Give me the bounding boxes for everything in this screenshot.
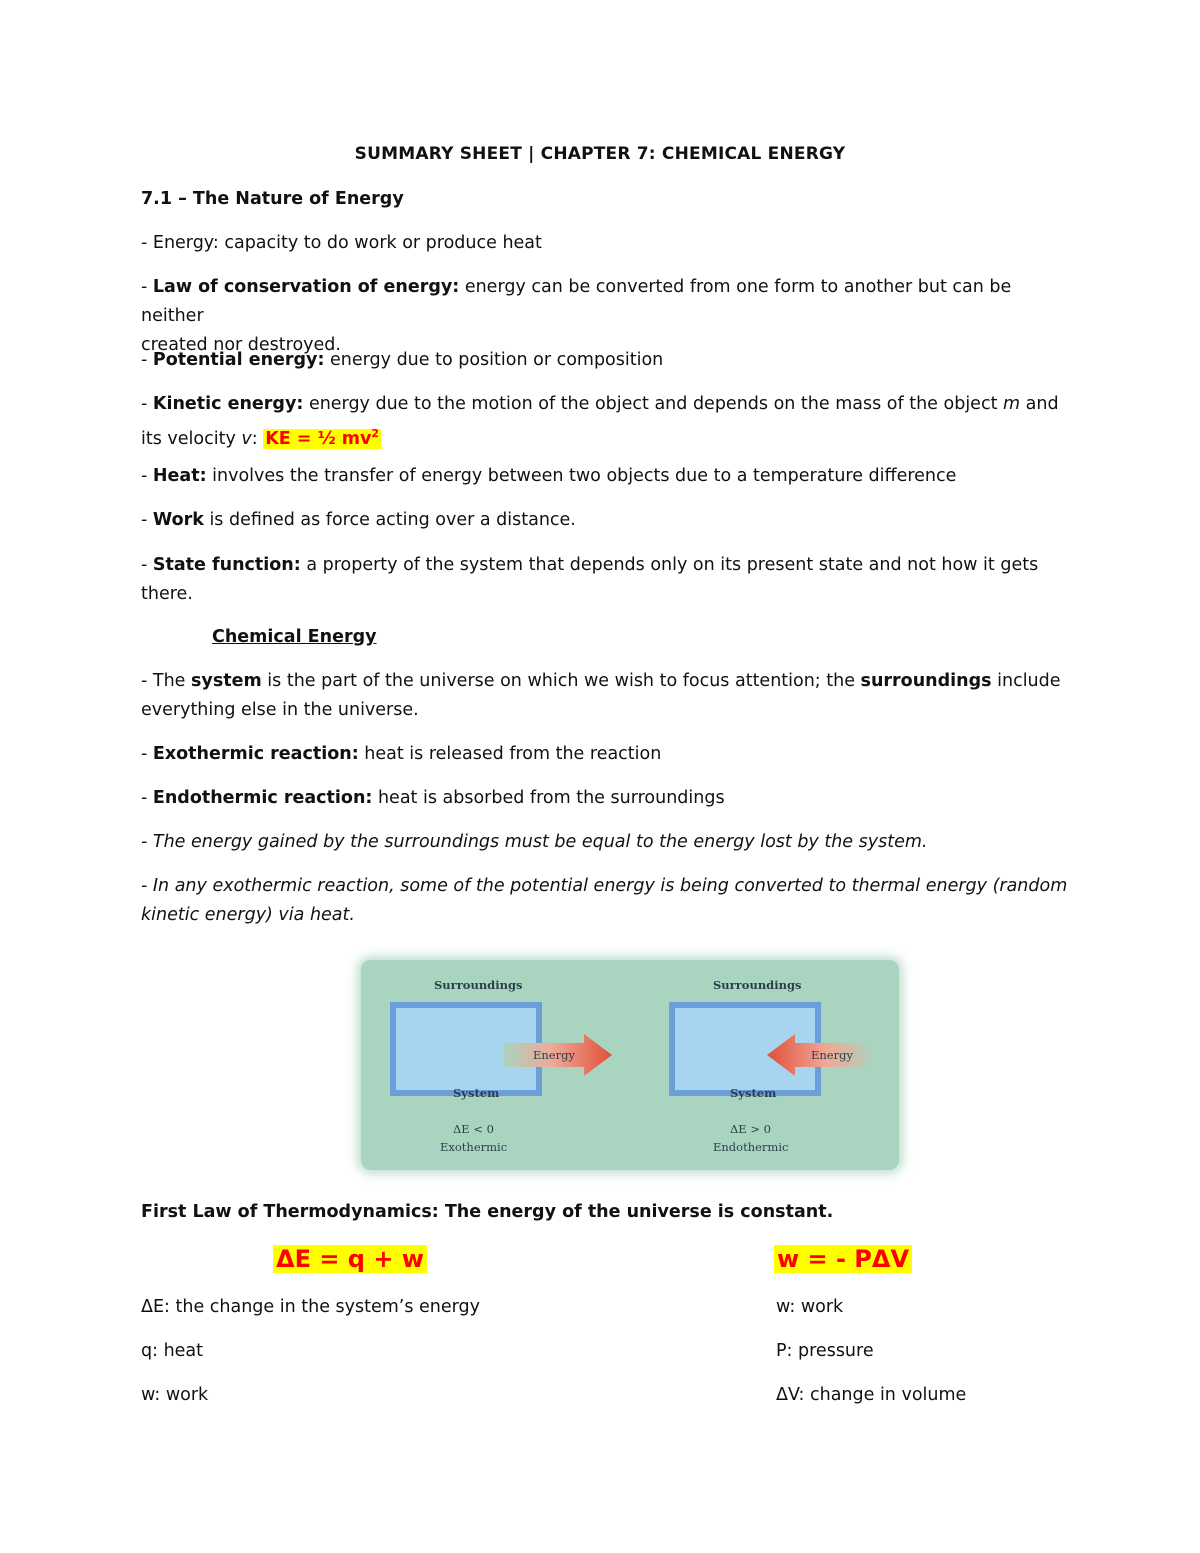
page-title: SUMMARY SHEET | CHAPTER 7: CHEMICAL ENERGY	[354, 144, 846, 164]
definition-text: its velocity	[141, 428, 242, 449]
var-pressure: P: pressure	[776, 1341, 874, 1361]
right-system-label: System	[730, 1086, 777, 1100]
var-w: w: work	[141, 1385, 209, 1405]
first-law-statement: First Law of Thermodynamics: The energy of the universe is constant.	[141, 1202, 834, 1222]
bullet-dash: -	[141, 277, 153, 297]
right-arrow-label: Energy	[811, 1048, 853, 1062]
bullet-dash: -	[141, 555, 153, 575]
left-system-label: System	[453, 1086, 500, 1100]
left-surroundings-label: Surroundings	[434, 978, 523, 992]
bullet-dash: -	[141, 744, 153, 764]
energy-change-equation	[273, 1245, 427, 1273]
definition-text: and	[1020, 394, 1059, 414]
term: Heat:	[152, 466, 207, 486]
text: The	[152, 671, 192, 691]
system-definition	[141, 667, 1071, 725]
bullet-dash: -	[141, 832, 153, 852]
term: Law of conservation of energy:	[152, 277, 460, 297]
right-reaction-type: Endothermic	[713, 1140, 789, 1154]
definition-text: involves the transfer of energy between two objects due to a temperature difference	[206, 466, 957, 486]
equation-highlight: w = - PΔV	[774, 1245, 912, 1273]
text: include	[991, 671, 1061, 691]
text-cont: everything else in the universe.	[141, 700, 419, 720]
work-equation	[774, 1245, 912, 1273]
definition-text: energy can be converted from one form to another but can be neither	[141, 277, 1012, 326]
term-system: system	[191, 671, 262, 691]
right-surroundings-label: Surroundings	[713, 978, 802, 992]
formula-superscript: 2	[371, 427, 380, 440]
var-delta-v: ΔV: change in volume	[776, 1385, 967, 1405]
note-text: In any exothermic reaction, some of the potential energy is being converted to thermal energy (random	[152, 876, 1068, 896]
equation-highlight: ΔE = q + w	[273, 1245, 427, 1273]
section-heading: 7.1 – The Nature of Energy	[141, 189, 404, 209]
chemical-energy-heading: Chemical Energy	[212, 627, 377, 647]
definition-text: heat is absorbed from the surroundings	[372, 788, 725, 808]
state-function	[141, 551, 1071, 609]
bullet-dash: -	[141, 394, 153, 414]
energy-definition	[141, 229, 1071, 258]
term: Potential energy:	[152, 350, 325, 370]
endothermic-definition	[141, 784, 1071, 813]
bullet-dash: -	[141, 876, 153, 896]
energy-balance-note	[141, 828, 1071, 857]
note-text-cont: kinetic energy) via heat.	[141, 905, 355, 925]
bullet-dash: -	[141, 788, 153, 808]
term: State function:	[152, 555, 301, 575]
potential-energy	[141, 346, 1071, 375]
mass-variable: m	[1003, 394, 1021, 414]
var-q: q: heat	[141, 1341, 204, 1361]
note-text: The energy gained by the surroundings must be equal to the energy lost by the system.	[152, 832, 928, 852]
term: Work	[152, 510, 204, 530]
term: Exothermic reaction:	[152, 744, 359, 764]
bullet-dash: -	[141, 671, 153, 691]
right-delta-e: ΔE > 0	[730, 1122, 771, 1136]
work-definition	[141, 506, 1071, 535]
definition-text: energy due to the motion of the object and depends on the mass of the object	[303, 394, 1003, 414]
bullet-dash: -	[141, 233, 153, 253]
left-delta-e: ΔE < 0	[453, 1122, 494, 1136]
bullet-dash: -	[141, 350, 153, 370]
var-work: w: work	[776, 1297, 844, 1317]
exothermic-definition	[141, 740, 1071, 769]
kinetic-energy-formula	[263, 429, 381, 449]
definition-text-cont: there.	[141, 584, 193, 604]
definition-text: heat is released from the reaction	[358, 744, 662, 764]
var-delta-e: ΔE: the change in the system’s energy	[141, 1297, 481, 1317]
bullet-dash: -	[141, 510, 153, 530]
kinetic-energy	[141, 390, 1071, 454]
left-reaction-type: Exothermic	[440, 1140, 508, 1154]
exothermic-note	[141, 872, 1071, 930]
definition-text: :	[251, 428, 264, 449]
definition-text: Energy: capacity to do work or produce heat	[152, 233, 542, 253]
bullet-dash: -	[141, 466, 153, 486]
definition-text-cont: created nor destroyed.	[141, 335, 341, 355]
definition-text: is defined as force acting over a distance.	[203, 510, 576, 530]
left-arrow-label: Energy	[533, 1048, 575, 1062]
term: Endothermic reaction:	[152, 788, 373, 808]
formula-text: KE = ½ mv	[265, 428, 372, 449]
definition-text: energy due to position or composition	[324, 350, 664, 370]
term: Kinetic energy:	[152, 394, 304, 414]
text: is the part of the universe on which we wish to focus attention; the	[261, 671, 861, 691]
definition-text: a property of the system that depends only on its present state and not how it gets	[300, 555, 1039, 575]
term-surroundings: surroundings	[860, 671, 992, 691]
heat-definition	[141, 462, 1071, 491]
energy-flow-figure	[361, 960, 899, 1170]
velocity-variable: v	[241, 428, 252, 449]
